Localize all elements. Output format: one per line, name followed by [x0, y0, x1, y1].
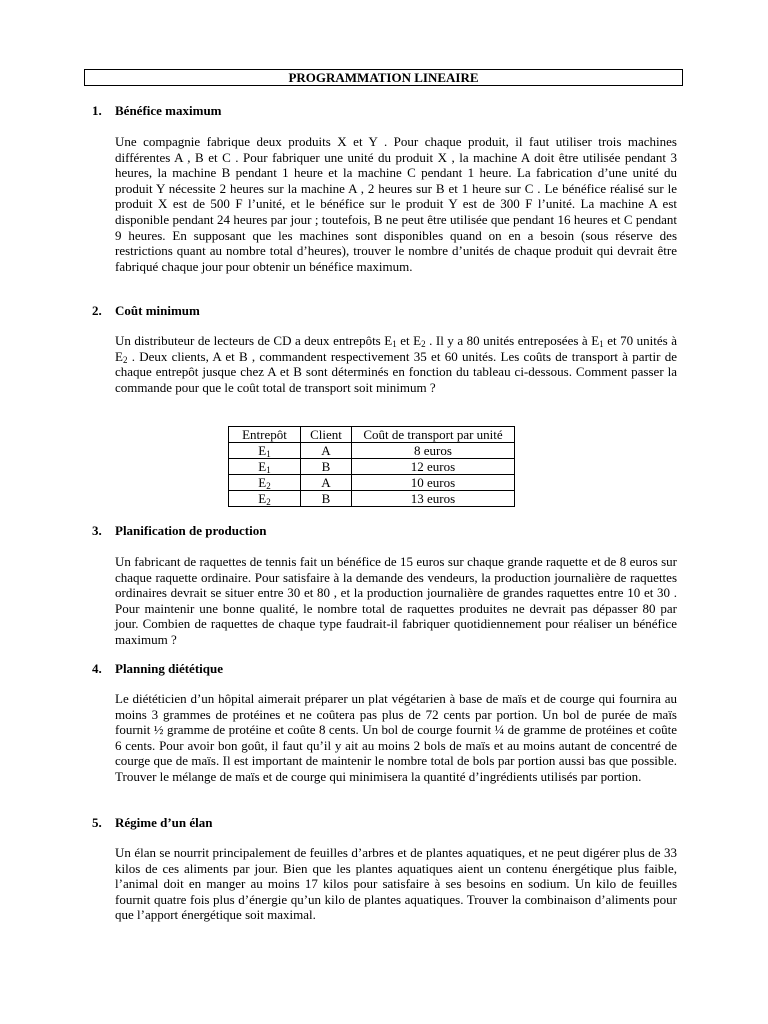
subscript: 1: [599, 339, 604, 349]
cell-cost: 8 euros: [352, 443, 515, 459]
section-3-number: 3.: [92, 523, 102, 538]
cell-cost: 13 euros: [352, 491, 515, 507]
cell-client: A: [301, 475, 352, 491]
section-4-heading: [92, 661, 223, 677]
section-5-number: 5.: [92, 815, 102, 830]
section-4-title: Planning diététique: [115, 661, 223, 676]
text-fragment: Un distributeur de lecteurs de CD a deux entrepôts E: [115, 333, 393, 348]
table-row: [229, 475, 515, 491]
section-4-text: Le diététicien d’un hôpital aimerait préparer un plat végétarien à base de maïs et de courge qui fournira au moins 3 grammes de protéines et ne coûtera pas plus de 72 cents par portion. Un bol de purée de maïs fournit ½ gramme de protéine et coûte 8 cents. Un bol de courge fournit ¼ de gramme de protéines et coûte 6 cents. Pour avoir bon goût, il faut qu’il y ait au moins 2 bols de maïs et au moins autant de concentré de courge que de maïs. Il est important de maintenir le nombre total de bols par portion aussi bas que possible. Trouver le mélange de maïs et de courge qui minimisera la quantité d’ingrédients utilisés par portion.: [115, 691, 677, 784]
cell-cost: 10 euros: [352, 475, 515, 491]
text-fragment: et E: [396, 333, 422, 348]
section-4-number: 4.: [92, 661, 102, 676]
section-2-title: Coût minimum: [115, 303, 200, 318]
section-5-heading: [92, 815, 213, 831]
table-row: [229, 459, 515, 475]
cell-cost: 12 euros: [352, 459, 515, 475]
text-fragment: . Il y a 80 unités entreposées à E: [425, 333, 600, 348]
section-3-text: Un fabricant de raquettes de tennis fait un bénéfice de 15 euros sur chaque grande raquette et de 8 euros sur chaque raquette ordinaire. Pour satisfaire à la demande des vendeurs, la production journalière de raquettes ordinaires devrait se situer entre 30 et 80 , et la production journalière de grandes raquettes entre 10 et 30 . Pour maintenir une bonne qualité, le nombre total de raquettes produites ne devrait pas dépasser 80 par jour. Combien de raquettes de chaque type faudrait-il fabriquer quotidiennement pour réaliser un bénéfice maximum ?: [115, 554, 677, 647]
cell-client: B: [301, 459, 352, 475]
section-2-number: 2.: [92, 303, 102, 318]
subscript: 2: [421, 339, 426, 349]
section-2-text: [115, 333, 677, 395]
section-1-number: 1.: [92, 103, 102, 118]
table-row: [229, 491, 515, 507]
cell-client: A: [301, 443, 352, 459]
page-title: PROGRAMMATION LINEAIRE: [84, 69, 683, 86]
section-1-heading: [92, 103, 222, 119]
cell-warehouse: $E_2$: [229, 475, 301, 491]
section-5-title: Régime d’un élan: [115, 815, 213, 830]
table-header-row: [229, 427, 515, 443]
section-3-heading: [92, 523, 266, 539]
cell-warehouse: $E_2$: [229, 491, 301, 507]
section-5-text: Un élan se nourrit principalement de feuilles d’arbres et de plantes aquatiques, et ne peut digérer plus de 33 kilos de ces aliments par jour. Bien que les plantes aquatiques aient un contenu énergétique plus faible, l’animal doit en manger au moins 17 kilos pour satisfaire à ses besoins en sodium. Un kilo de feuilles fournit quatre fois plus d’énergie qu’un kilo de plantes aquatiques. Trouver la combinaison d’aliments pour que l’apport énergétique soit maximal.: [115, 845, 677, 923]
section-1-text: Une compagnie fabrique deux produits X et Y . Pour chaque produit, il faut utiliser trois machines différentes A , B et C . Pour fabriquer une unité du produit X , la machine A doit être utilisée pendant 3 heures, la machine B pendant 1 heure et la machine C pendant 1 heure. La fabrication d’une unité du produit Y nécessite 2 heures sur la machine A , 2 heures sur B et 1 heure sur C . Le bénéfice réalisé sur le produit X est de 500 F l’unité, et le bénéfice sur le produit Y est de 300 F l’unité. La machine A est disponible pendant 24 heures par jour ; toutefois, B ne peut être utilisée que pendant 16 heures et C pendant 9 heures. En supposant que les machines sont disponibles quand on en a besoin (sous réserve des restrictions quant au nombre total d’heures), trouver le nombre d’unités de chaque produit qui devrait être fabriqué chaque jour pour obtenir un bénéfice maximum.: [115, 134, 677, 274]
text-fragment: et 70 unités à E: [115, 333, 677, 364]
cell-warehouse: $E_1$: [229, 443, 301, 459]
section-3-title: Planification de production: [115, 523, 267, 538]
text-fragment: . Deux clients, A et B , commandent respectivement 35 et 60 unités. Les coûts de transport à partir de chaque entrepôt jusque chez A et B sont déterminés en fonction du tableau ci-dessous. Comment passer la commande pour que le coût total de transport soit minimum ?: [115, 348, 677, 395]
section-2-heading: [92, 303, 200, 319]
header-cost: Coût de transport par unité: [352, 427, 515, 443]
cell-client: B: [301, 491, 352, 507]
header-client: Client: [301, 427, 352, 443]
cell-warehouse: $E_1$: [229, 459, 301, 475]
subscript: 2: [122, 354, 128, 365]
table-row: [229, 443, 515, 459]
header-warehouse: Entrepôt: [229, 427, 301, 443]
transport-cost-table: [228, 426, 515, 507]
subscript: 1: [392, 339, 397, 349]
section-1-title: Bénéfice maximum: [115, 103, 222, 118]
